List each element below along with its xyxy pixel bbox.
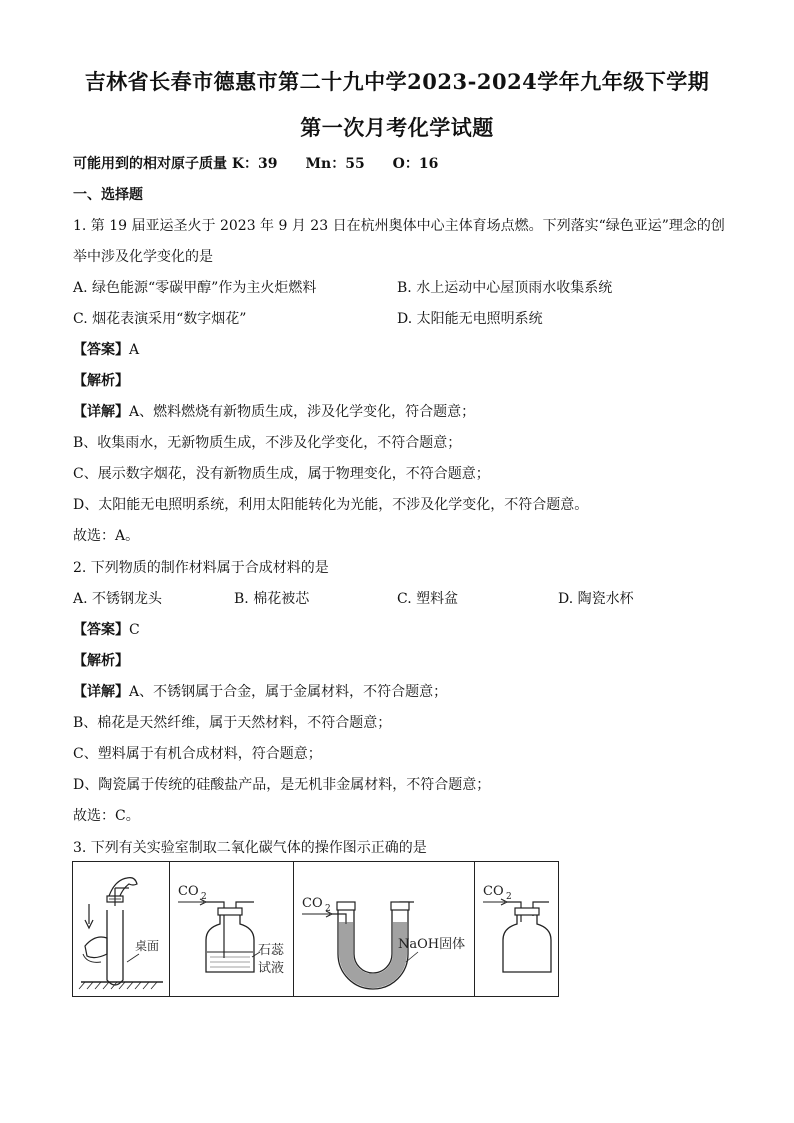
panel-c-drawing bbox=[294, 862, 474, 996]
q2-detail-c: C、塑料属于有机合成材料，符合题意； bbox=[73, 746, 322, 762]
q1-analysis bbox=[73, 370, 129, 390]
q2-detail-a: A、不锈钢属于合金，属于金属材料，不符合题意； bbox=[129, 684, 448, 700]
panel-d-drawing bbox=[475, 862, 558, 996]
section-heading: 一、选择题 bbox=[73, 187, 143, 203]
q3-panel-d bbox=[475, 862, 558, 996]
q2-option-d: D. 陶瓷水杯 bbox=[558, 591, 634, 607]
q2-option-c: C. 塑料盆 bbox=[397, 591, 459, 607]
q1-detail-c: C、展示数字烟花，没有新物质生成，属于物理变化，不符合题意； bbox=[73, 466, 490, 482]
q1-option-b: B. 水上运动中心屋顶雨水收集系统 bbox=[397, 280, 613, 296]
q1-detail-b: B、收集雨水，无新物质生成，不涉及化学变化，不符合题意； bbox=[73, 435, 462, 451]
q2-analysis bbox=[73, 650, 129, 670]
q2-option-a: A. 不锈钢龙头 bbox=[73, 591, 163, 607]
q3-stem: 3. 下列有关实验室制取二氧化碳气体的操作图示正确的是 bbox=[73, 840, 427, 856]
q1-conclusion: 故选：A。 bbox=[73, 528, 140, 544]
label-co2-d: CO bbox=[483, 884, 504, 899]
label-naoh: NaOH固体 bbox=[398, 937, 466, 952]
q2-detail-d: D、陶瓷属于传统的硅酸盐产品，是无机非金属材料，不符合题意； bbox=[73, 777, 491, 793]
q1-detail-d: D、太阳能无电照明系统，利用太阳能转化为光能，不涉及化学变化，不符合题意。 bbox=[73, 497, 589, 513]
q2-detail-b: B、棉花是天然纤维，属于天然材料，不符合题意； bbox=[73, 715, 392, 731]
q2-answer-value: C bbox=[129, 622, 140, 638]
q1-answer-label: 【答案】 bbox=[73, 342, 129, 358]
panel-b-drawing bbox=[170, 862, 293, 996]
q3-panel-c bbox=[294, 862, 475, 996]
q1-detail-line-a bbox=[73, 401, 475, 421]
q3-figure bbox=[72, 861, 559, 997]
q1-detail-label: 【详解】 bbox=[73, 404, 129, 420]
q1-stem-line1: 1. 第 19 届亚运圣火于 2023 年 9 月 23 日在杭州奥体中心主体育场点燃。下列落实“绿色亚运”理念的创 bbox=[73, 218, 725, 234]
panel-a-drawing bbox=[73, 862, 169, 996]
q1-stem-line2: 举中涉及化学变化的是 bbox=[73, 249, 213, 265]
q1-option-d: D. 太阳能无电照明系统 bbox=[397, 311, 543, 327]
label-co2-c-sub: 2 bbox=[325, 904, 331, 914]
q2-detail-label: 【详解】 bbox=[73, 684, 129, 700]
label-co2-b-sub: 2 bbox=[201, 892, 207, 902]
label-table-surface: 桌面 bbox=[135, 939, 160, 953]
q2-detail-line-a bbox=[73, 681, 447, 701]
label-litmus-1: 石蕊 bbox=[258, 943, 285, 958]
exam-title-line1: 吉林省长春市德惠市第二十九中学2023-2024学年九年级下学期 bbox=[84, 69, 710, 94]
q2-option-b: B. 棉花被芯 bbox=[234, 591, 310, 607]
q2-stem: 2. 下列物质的制作材料属于合成材料的是 bbox=[73, 560, 329, 576]
exam-title-line2: 第一次月考化学试题 bbox=[300, 115, 494, 140]
q1-answer bbox=[73, 339, 139, 359]
q1-analysis-label: 【解析】 bbox=[73, 373, 129, 389]
label-co2-b: CO bbox=[178, 884, 199, 899]
q1-answer-value: A bbox=[129, 342, 140, 358]
q3-panel-a bbox=[73, 862, 170, 996]
label-co2-c: CO bbox=[302, 896, 323, 911]
q3-panel-b bbox=[170, 862, 294, 996]
q2-conclusion: 故选：C。 bbox=[73, 808, 140, 824]
label-litmus-2: 试液 bbox=[258, 961, 285, 976]
q2-answer-label: 【答案】 bbox=[73, 622, 129, 638]
q2-answer bbox=[73, 619, 140, 639]
atomic-mass-note: 可能用到的相对原子质量 K：39 Mn：55 O：16 bbox=[73, 156, 439, 172]
q1-option-a: A. 绿色能源“零碳甲醇”作为主火炬燃料 bbox=[73, 280, 317, 296]
q1-detail-a: A、燃料燃烧有新物质生成，涉及化学变化，符合题意； bbox=[129, 404, 476, 420]
q2-analysis-label: 【解析】 bbox=[73, 653, 129, 669]
q1-option-c: C. 烟花表演采用“数字烟花” bbox=[73, 311, 247, 327]
label-co2-d-sub: 2 bbox=[506, 892, 512, 902]
